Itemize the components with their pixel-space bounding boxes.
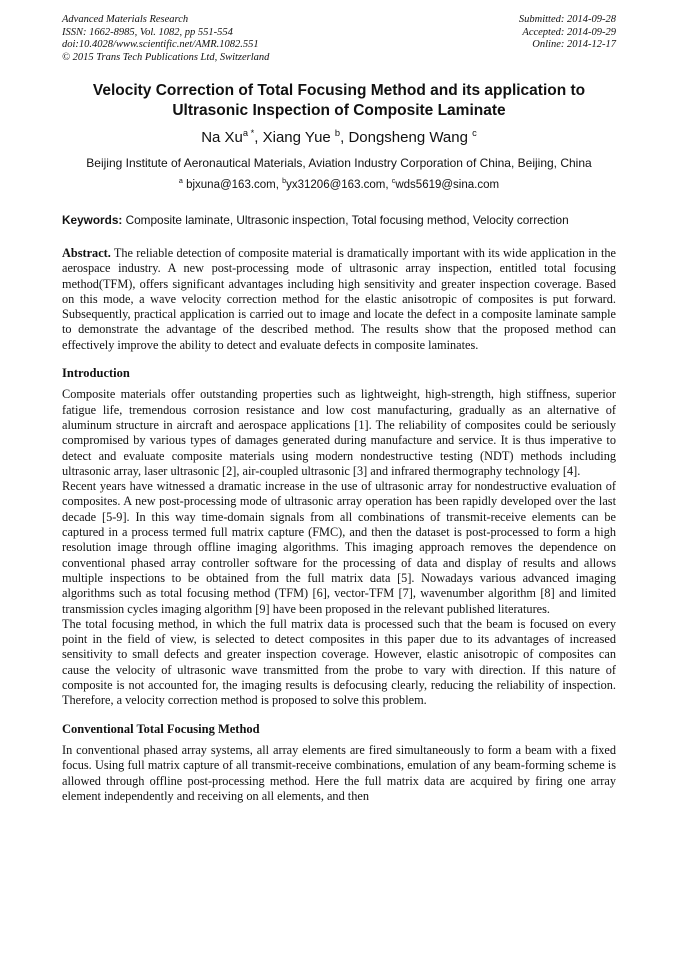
email-address: bjxuna@163.com,	[182, 179, 283, 191]
author-mark: a *	[242, 128, 255, 138]
paper-title	[62, 81, 616, 121]
email-mark: a	[178, 177, 183, 186]
author-emails	[62, 178, 616, 193]
abstract-paragraph	[62, 246, 616, 353]
author-sep: ,	[254, 129, 263, 146]
title-line-1: Velocity Correction of Total Focusing Method and its application to	[92, 82, 586, 99]
intro-paragraph-3: The total focusing method, in which the full matrix data is processed such that the beam is focused on every point in the field of view, is selected to detect composites in this paper due to its advantages of increased sensitivity to small defects and greater inspection coverage. However, elastic anisotropic of composites can cause the velocity of ultrasonic wave transmitted from the probe to vary with direction. If this nature of composite is not accounted for, the imaging results is defocusing clearly, reducing the reliability of inspection. Therefore, a velocity correction method is proposed to solve this problem.	[62, 616, 616, 708]
email-address: yx31206@163.com,	[286, 179, 392, 191]
journal-name: Advanced Materials Research	[62, 14, 189, 25]
intro-paragraph-1: Composite materials offer outstanding properties such as lightweight, high-strength, high stiffness, superior fatigue life, tremendous corrosion resistance and low cost manufacturing, gradually as an alternative of aluminum structure in aircraft and aerospace applications [1]. The reliability of composites could be seriously compromised by various types of damages generated during manufacture and service. It is thus imperative to detect and evaluate composite materials using modern nondestructive testing (NDT) methods including ultrasonic array, laser ultrasonic [2], air-coupled ultrasonic [3] and infrared thermography technology [4].	[62, 387, 616, 478]
author-mark: c	[472, 128, 477, 138]
keywords-line	[62, 213, 616, 228]
paper-body	[62, 246, 616, 804]
email-mark: c	[391, 177, 396, 186]
accepted-date: Accepted: 2014-09-29	[522, 26, 616, 38]
intro-paragraph-2: Recent years have witnessed a dramatic increase in the use of ultrasonic array for nondestructive evaluation of composites. A new post-processing mode of ultrasonic array operation has been rapidly developed over the last decade [5-9]. In this way time-domain signals from all combinations of transmit-receive elements can be captured in a process termed full matrix capture (FMC), and then the dataset is post-processed to form a high resolution image through offline imaging algorithms. This imaging approach removes the dependence on conventional phased array controller software for the processing of data and display of results and allows multiple inspections to be obtained from the full matrix data [5]. Nowadays various advanced imaging algorithms such as total focusing method (TFM) [6], vector-TFM [7], wavenumber algorithm [8] and limited transmission cycles imaging algorithm [9] have been proposed in the relevant published literatures.	[62, 479, 616, 616]
author-name: Dongsheng Wang	[348, 129, 473, 146]
doi-line: doi:10.4028/www.scientific.net/AMR.1082.551	[62, 39, 259, 50]
submitted-date: Submitted: 2014-09-28	[518, 14, 616, 25]
title-line-2: Ultrasonic Inspection of Composite Laminate	[172, 102, 506, 119]
introduction-heading: Introduction	[62, 366, 130, 381]
tfm-paragraph-1: In conventional phased array systems, all array elements are fired simultaneously to form a beam with a fixed focus. Using full matrix capture of all transmit-receive combinations, emulation of any beam-forming scheme is allowed through offline post-processing method. Here the full matrix data are acquired by firing one array element independently and receiving on all elements, and then	[62, 742, 616, 803]
affiliation: Beijing Institute of Aeronautical Materials, Aviation Industry Corporation of China, Beijing, China	[86, 156, 592, 170]
keywords-label: Keywords:	[62, 213, 123, 227]
author-sep: ,	[340, 129, 349, 146]
author-name: Na Xu	[201, 129, 243, 146]
email-mark: b	[282, 177, 287, 186]
abstract-label: Abstract.	[62, 246, 111, 260]
journal-info	[62, 14, 269, 64]
copyright-line: © 2015 Trans Tech Publications Ltd, Switzerland	[62, 51, 270, 63]
abstract-text: The reliable detection of composite material is dramatically important with its wide application in the aerospace industry. A new post-processing mode of ultrasonic array inspection, entitled total focusing method(TFM), offers significant advantages including high sensitivity and greater inspection coverage. Based on this mode, a wave velocity correction method for the elastic anisotropic of composites is put forward. Subsequently, practical application is carried out to image and locate the defect in a composite laminate sample to demonstrate the advantage of the described method. The results show that the proposed method can effectively improve the ability to detect and evaluate defects in composite laminates.	[62, 246, 616, 352]
tfm-heading: Conventional Total Focusing Method	[62, 721, 260, 736]
author-name: Xiang Yue	[262, 129, 335, 146]
online-date: Online: 2014-12-17	[532, 39, 616, 50]
author-list	[62, 129, 616, 147]
issn-line: ISSN: 1662-8985, Vol. 1082, pp 551-554	[62, 26, 233, 38]
author-mark: b	[334, 128, 341, 138]
submission-dates	[519, 14, 616, 52]
keywords-text: Composite laminate, Ultrasonic inspection, Total focusing method, Velocity correction	[122, 213, 569, 227]
email-address: wds5619@sina.com	[395, 179, 500, 191]
